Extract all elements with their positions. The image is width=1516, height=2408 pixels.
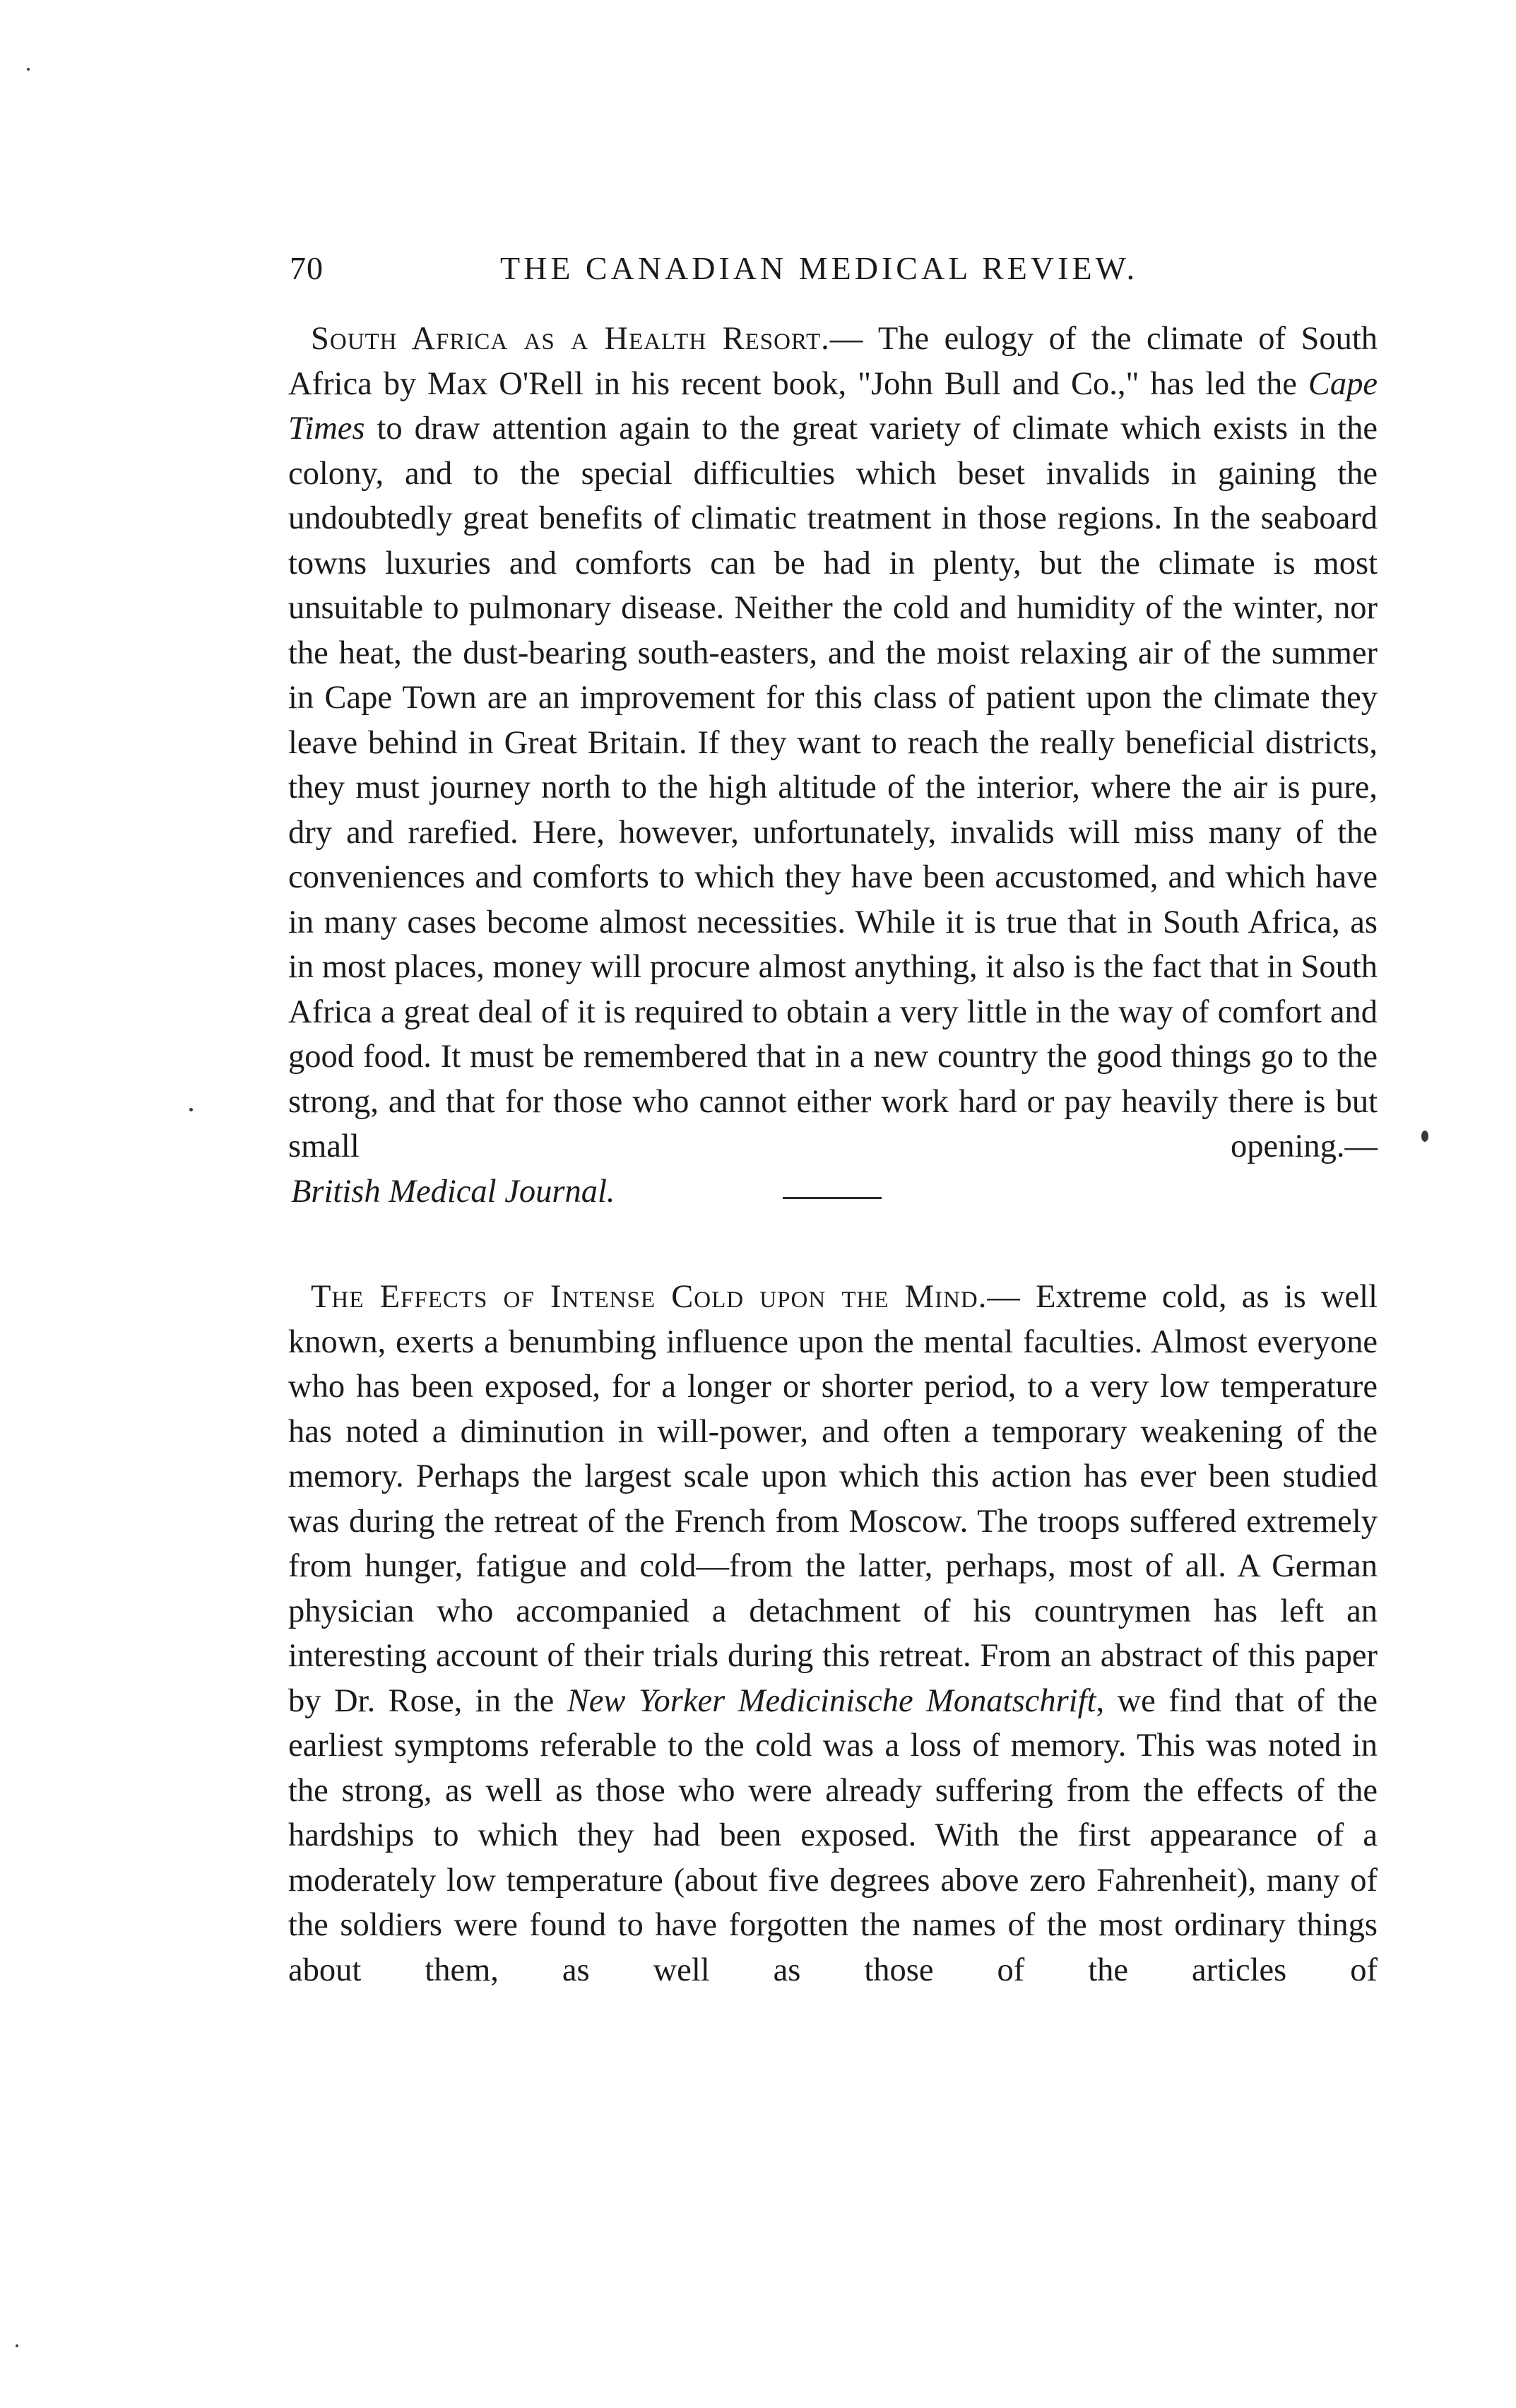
article-paragraph: [288, 1275, 1378, 1993]
article-heading: South Africa as a Health Resort.—: [311, 321, 864, 357]
newspaper-title: Cape Times: [288, 365, 1378, 447]
page-number: 70: [290, 250, 324, 286]
article-heading: The Effects of Intense Cold upon the Mind.—: [311, 1279, 1021, 1315]
journal-citation: New Yorker Medicinische Monatschrift: [567, 1682, 1096, 1719]
article-paragraph: [288, 317, 1378, 1169]
article-text: The eulogy of the climate of South Africa by Max O'Rell in his recent book, "John Bull and Co.," has led the: [288, 321, 1378, 402]
journal-title: THE CANADIAN MEDICAL REVIEW.: [500, 250, 1139, 286]
scan-speck: [27, 68, 30, 71]
scan-speck: [189, 1108, 193, 1111]
section-divider: [783, 1197, 882, 1199]
article-intense-cold: [288, 1275, 1378, 1993]
article-text: to draw attention again to the great variety of climate which exists in the colony, and to the special difficulties which beset invalids in gaining the undoubtedly great benefits of climatic treatment in those regions. In the seaboard towns luxuries and comforts can be had in plenty, but the climate is most unsuitable to pulmonary disease. Neither the cold and humidity of the winter, nor the heat, the dust-bearing south-easters, and the moist relaxing air of the summer in Cape Town are an improvement for this class of patient upon the climate they leave behind in Great Britain. If they want to reach the really beneficial districts, they must journey north to the high altitude of the interior, where the air is pure, dry and rarefied. Here, however, unfortunately, invalids will miss many of the conveniences and comforts to which they have been accustomed, and which have in many cases become almost necessities. While it is true that in South Africa, as in most places, money will procure almost anything, it also is the fact that in South Africa a great deal of it is required to obtain a very little in the way of comfort and good food. It must be remembered that in a new country the good things go to the strong, and that for those who cannot either work hard or pay heavily there is but small opening.—: [288, 411, 1378, 1164]
running-head: [288, 240, 1378, 297]
article-text: Extreme cold, as is well known, exerts a benumbing influence upon the mental faculties. Almost everyone who has been exposed, for a longer or shorter period, to a very low temperature has noted a diminution in will-power, and often a temporary weakening of the memory. Perhaps the largest scale upon which this action has ever been studied was during the retreat of the French from Moscow. The troops suffered extremely from hunger, fatigue and cold—from the latter, perhaps, most of all. A German physician who accompanied a detachment of his countrymen has left an interesting account of their trials during this retreat. From an abstract of this paper by Dr. Rose, in the: [288, 1279, 1378, 1719]
article-south-africa: [288, 317, 1378, 1214]
article-text: , we find that of the earliest symptoms referable to the cold was a loss of memory. This was noted in the strong, as well as those who were already suffering from the effects of the hardships to which they had been exposed. With the first appearance of a moderately low temperature (about five degrees above zero Fahrenheit), many of the soldiers were found to have forgotten the names of the most ordinary things about them, as well as those of the articles of: [288, 1682, 1378, 1988]
scan-speck: [1421, 1131, 1428, 1142]
source-line: [288, 1169, 1378, 1215]
source-citation: British Medical Journal.: [291, 1173, 615, 1210]
book-page: [288, 240, 1378, 1993]
scan-speck: [16, 2344, 18, 2347]
